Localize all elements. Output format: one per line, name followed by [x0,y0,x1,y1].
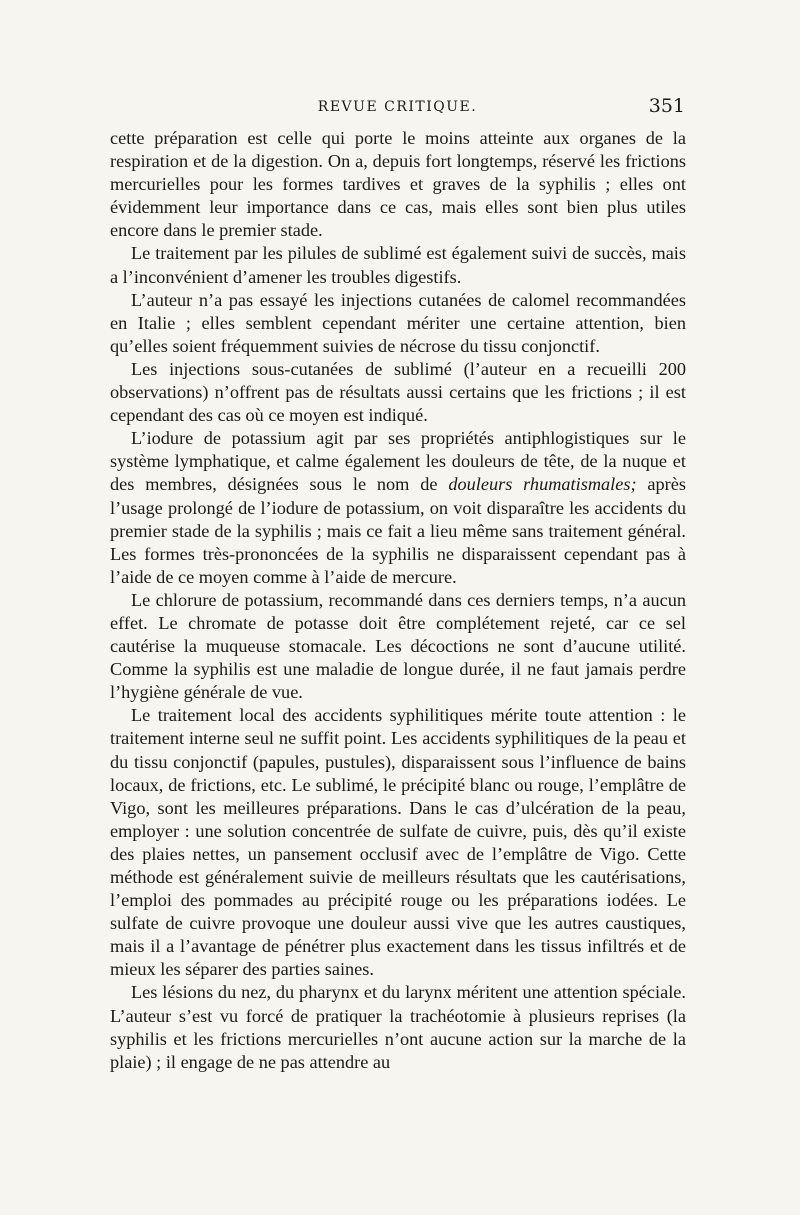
running-title: REVUE CRITIQUE. [317,99,478,115]
paragraph: Les injections sous-cutanées de sublimé (l’auteur en a recueilli 200 observations) n’offrent pas de résultats aussi certains que les frictions ; il est cependant des cas où ce moyen est indiqué. [110,358,686,426]
paragraph: Les lésions du nez, du pharynx et du larynx méritent une attention spéciale. L’auteur s’est vu forcé de pratiquer la trachéotomie à plusieurs reprises (la syphilis et les frictions mercurielles n’ont aucune action sur la marche de la plaie) ; il engage de ne pas attendre au [110,982,686,1072]
body-text [110,127,686,1074]
paragraph: L’iodure de potassium agit par ses propriétés antiphlogistiques sur le système lymphatique, et calme également les douleurs de tête, de la nuque et des membres, désignées sous le nom de douleurs rhumatismales; après l’usage prolongé de l’iodure de potassium, on voit disparaître les accidents du premier stade de la syphilis ; mais ce fait a lieu même sans traitement général. Les formes très-prononcées de la syphilis ne disparaissent cependant pas à l’aide de ce moyen comme à l’aide de mercure. [110,428,686,587]
paragraph: Le chlorure de potassium, recommandé dans ces derniers temps, n’a aucun effet. Le chromate de potasse doit être complétement rejeté, car ce sel cautérise la muqueuse stomacale. Les décoctions ne sont d’aucune utilité. Comme la syphilis est une maladie de longue durée, il ne faut jamais perdre l’hygiène générale de vue. [110,589,686,703]
page-number: 351 [648,95,685,117]
paragraph: Le traitement local des accidents syphilitiques mérite toute attention : le traitement interne seul ne suffit point. Les accidents syphilitiques de la peau et du tissu conjonctif (papules, pustules), disparaissent sous l’influence de bains locaux, de frictions, etc. Le sublimé, le précipité blanc ou rouge, l’emplâtre de Vigo, sont les meilleures préparations. Dans le cas d’ulcération de la peau, employer : une solution concentrée de sulfate de cuivre, puis, dès qu’il existe des plaies nettes, un pansement occlusif avec de l’emplâtre de Vigo. Cette méthode est généralement suivie de meilleurs résultats que les cautérisations, l’emploi des pommades au précipité rouge ou les préparations iodées. Le sulfate de cuivre provoque une douleur aussi vive que les autres caustiques, mais il a l’avantage de pénétrer plus exactement dans les tissus infiltrés et de mieux les séparer des parties saines. [110,705,686,980]
running-header [110,95,685,121]
italic-term: douleurs rhumatismales; [448,474,637,495]
paragraph: L’auteur n’a pas essayé les injections cutanées de calomel recommandées en Italie ; elles semblent cependant mériter une certaine attention, bien qu’elles soient fréquemment suivies de nécrose du tissu conjonctif. [110,289,686,356]
paragraph: Le traitement par les pilules de sublimé est également suivi de succès, mais a l’inconvénient d’amener les troubles digestifs. [110,243,686,287]
paragraph: cette préparation est celle qui porte le moins atteinte aux organes de la respiration et de la digestion. On a, depuis fort longtemps, réservé les frictions mercurielles pour les formes tardives et graves de la syphilis ; elles ont évidemment leur importance dans ce cas, mais elles sont bien plus utiles encore dans le premier stade. [110,128,686,241]
